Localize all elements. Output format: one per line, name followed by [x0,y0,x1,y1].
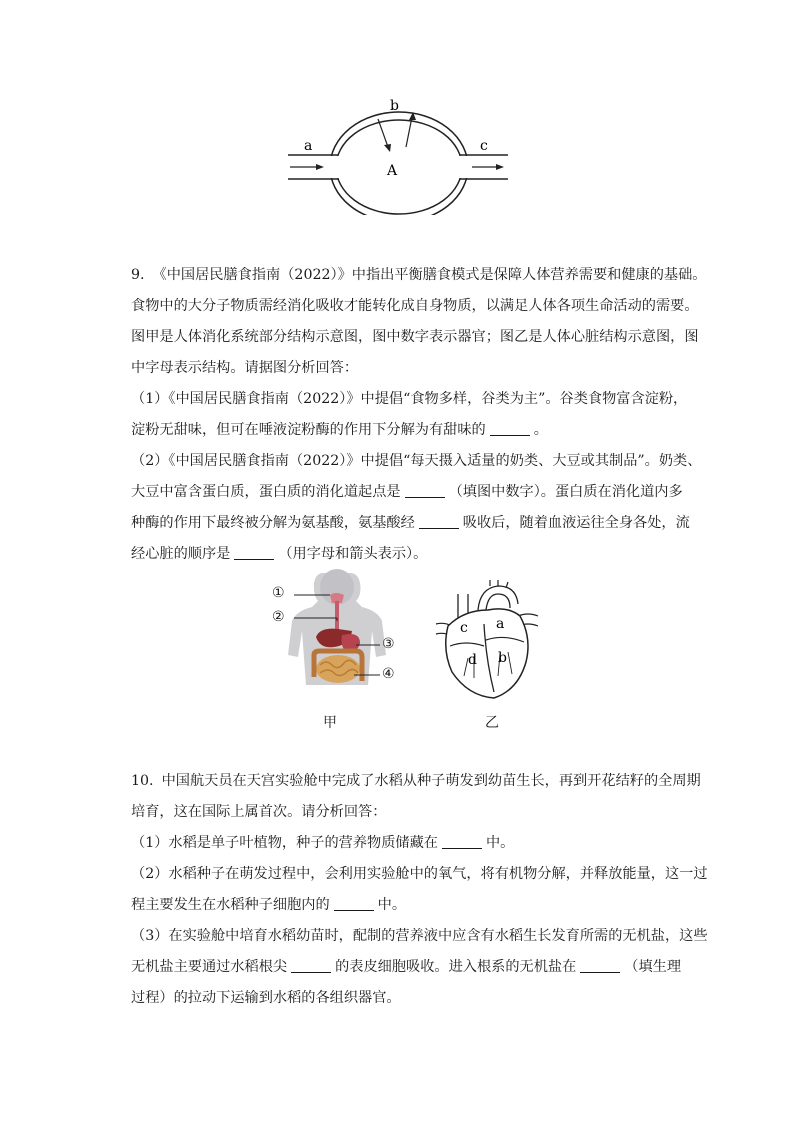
q10-part2-line-2: 程主要发生在水稻种子细胞内的 中。 [131,897,407,913]
heart-label-d: d [468,652,477,668]
q9-part1-line-1: （1）《中国居民膳食指南（2022）》中提倡“食物多样，谷类为主”。谷类食物富含淀粉， [131,391,688,407]
q9-part2-line-3: 种酶的作用下最终被分解为氨基酸，氨基酸经 吸收后，随着血液运往全身各处，流 [131,515,690,531]
heart-label-c: c [460,620,468,636]
q9-intro-line-1: 9. 《中国居民膳食指南（2022）》中指出平衡膳食模式是保障人体营养需要和健康的基础。 [131,267,707,283]
q9-intro-line-2: 食物中的大分子物质需经消化吸收才能转化成自身物质，以满足人体各项生命活动的需要。 [131,298,699,314]
answer-blank[interactable] [580,958,620,973]
q10-part1: （1）水稻是单子叶植物，种子的营养物质储藏在 中。 [131,835,515,851]
label-a: a [304,138,313,154]
q9-part2-line-2: 大豆中富含蛋白质，蛋白质的消化道起点是 （填图中数字）。蛋白质在消化道内多 [131,484,683,500]
q10-intro-line-1: 10. 中国航天员在天宫实验舱中完成了水稻从种子萌发到幼苗生长，再到开花结籽的全周期 [131,773,701,789]
answer-blank[interactable] [490,421,530,436]
figure-caption-jia: 甲 [323,715,337,731]
q10-part3-line-3: 过程）的拉动下运输到水稻的各组织器官。 [131,990,401,1006]
q10-number: 10. [131,773,154,789]
label-c: c [480,138,488,154]
marker-1: ① [272,585,285,601]
q9-number: 9. [131,267,145,283]
q9-part1-line-2: 淀粉无甜味，但可在唾液淀粉酶的作用下分解为有甜味的 。 [131,422,548,438]
marker-4: ④ [382,666,395,682]
heart-diagram [428,580,548,700]
label-center: A [387,163,398,179]
heart-label-b: b [498,650,507,666]
q9-part2-line-1: （2）《中国居民膳食指南（2022）》中提倡“每天摄入适量的奶类、大豆或其制品”。奶类、 [131,453,702,469]
q10-intro-line-2: 培育，这在国际上属首次。请分析回答： [131,804,387,820]
digestive-system-figure [268,565,408,705]
q9-part2-line-4: 经心脏的顺序是 （用字母和箭头表示）。 [131,546,428,562]
q10-part3-line-2: 无机盐主要通过水稻根尖 的表皮细胞吸收。进入根系的无机盐在 （填生理 [131,959,682,975]
answer-blank[interactable] [405,483,445,498]
figure-caption-yi: 乙 [485,715,499,731]
answer-blank[interactable] [334,896,374,911]
answer-blank[interactable] [442,834,482,849]
marker-2: ② [272,609,285,625]
q10-part2-line-1: （2）水稻种子在萌发过程中，会利用实验舱中的氧气，将有机物分解，并释放能量，这一过 [131,866,708,882]
heart-label-a: a [496,616,505,632]
circulation-diagram [280,95,520,215]
q9-intro-line-4: 中字母表示结构。请据图分析回答： [131,360,359,376]
label-b: b [390,98,399,114]
q10-part3-line-1: （3）在实验舱中培育水稻幼苗时，配制的营养液中应含有水稻生长发育所需的无机盐，这些 [131,928,708,944]
answer-blank[interactable] [234,545,274,560]
question-10 [131,766,708,1014]
q9-intro-line-3: 图甲是人体消化系统部分结构示意图，图中数字表示器官；图乙是人体心脏结构示意图，图 [131,329,699,345]
answer-blank[interactable] [419,514,459,529]
marker-3: ③ [382,636,395,652]
answer-blank[interactable] [291,958,331,973]
question-9 [131,260,707,570]
